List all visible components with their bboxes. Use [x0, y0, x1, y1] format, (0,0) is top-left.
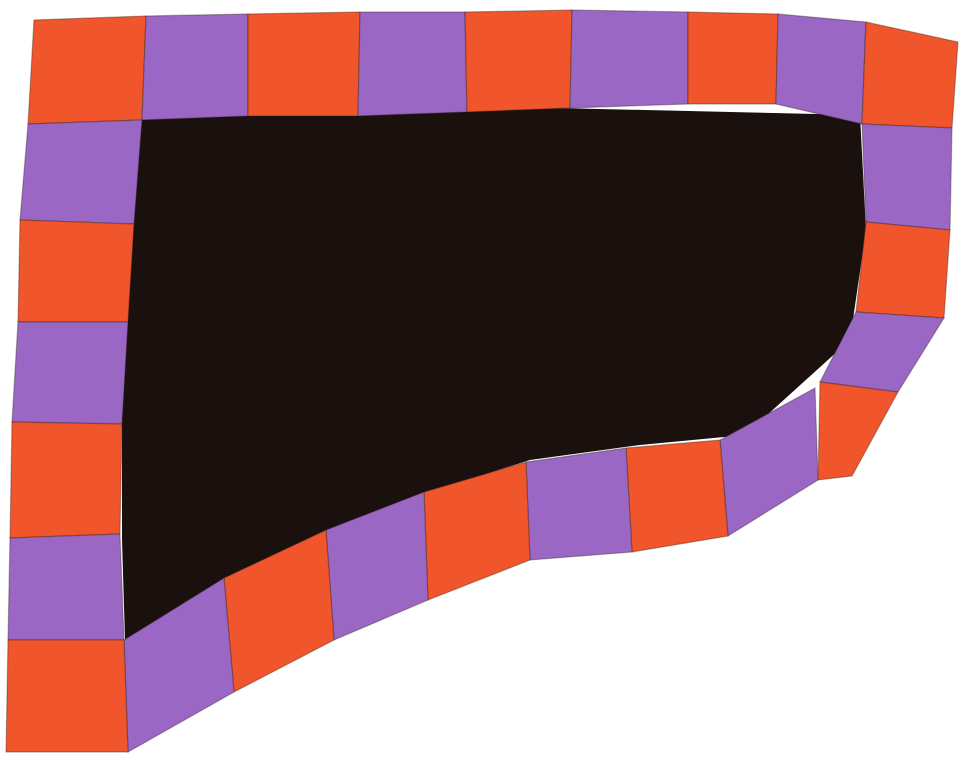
border-tile: [688, 12, 778, 104]
border-tile: [142, 14, 248, 120]
border-tile: [6, 640, 128, 752]
border-tile: [358, 12, 467, 116]
border-tile: [570, 10, 688, 108]
border-tile: [776, 14, 866, 124]
border-tile: [862, 124, 952, 230]
border-tile: [28, 16, 146, 124]
border-tile: [20, 120, 142, 224]
border-tile: [526, 448, 632, 560]
border-tile: [465, 10, 572, 112]
border-tile: [248, 12, 360, 116]
border-tile: [10, 422, 122, 538]
border-tile: [626, 440, 728, 552]
border-tile: [856, 222, 950, 318]
border-tile: [8, 534, 124, 640]
border-tile: [18, 220, 134, 322]
border-tile: [12, 322, 128, 424]
